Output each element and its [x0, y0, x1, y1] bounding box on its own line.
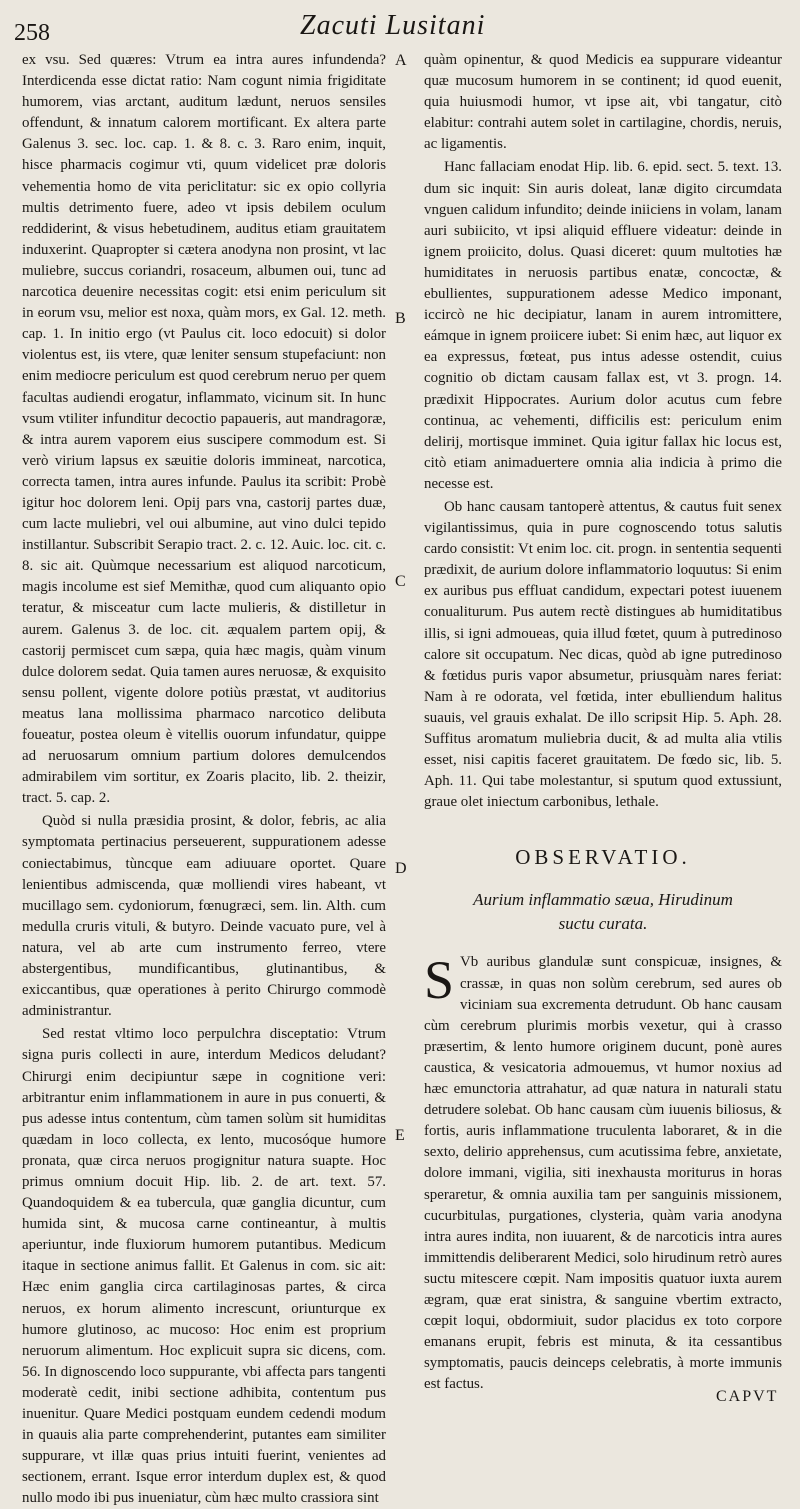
- margin-letter-c: C: [395, 573, 406, 590]
- page-number: 258: [14, 20, 50, 46]
- left-paragraph: Sed restat vltimo loco perpulchra disceptatio: Vtrum signa puris collecti in aure, interdum Medicos deludant? Chirurgi enim decipiuntur sæpe in cognitione veri: arbitrantur enim inflammationem in aure in pus conuerti, & pus adesse intus contentum, cùm tamen solùm sit humiditas quædam in loco collecta, ex lento, mucosóque humore pronata, quæ circa neruos progignitur natura suapte. Hoc primus omnium docuit Hip. lib. 2. de art. text. 57. Quandoquidem & ea tubercula, quæ ganglia dicuntur, cum humida sint, & mucosa carne contineantur, à multis aperiuntur, inde fluxiorum humorem putantibus. Medicum itaque in sectione animus fallit. Et Galenus in com. sic ait: Hæc enim ganglia circa cartilaginosas partes, & circa neruos, ex horum alimento increscunt, oriunturque ex humore glutinoso, ac mucoso: Hoc enim est proprium neruorum alimentum. Hoc explicuit supra sic dicens, com. 56. In dignoscendo loco suppurante, vbi affecta pars tangenti moderatè cedit, inibi sectione adhibita, contentum pus inuenitur. Quare Medici postquam eundem cedendi modum in quauis alia parte comprehenderint, putantes eam similiter suppurare, vt illæ quas prius intuiti fuerint, venientes ad sectionem, errant. Isque error interdum duplex est, & quod nullo modo ibi pus inueniatur, cùm hæc multo crassiora sint: [22, 1026, 386, 1507]
- drop-cap: S: [424, 950, 455, 1011]
- catchword: CAPVT: [716, 1388, 779, 1405]
- margin-letter-b: B: [395, 310, 406, 327]
- running-title: Zacuti Lusitani: [300, 10, 486, 41]
- right-paragraph: quàm opinentur, & quod Medicis ea suppurare videantur quæ mucosum humorem in se continent; id quod euenit, quia huiusmodi humor, vt ipse ait, vbi tangatur, citò elabitur: contrahi autem solet in cartilagine, chordis, neruis, ac ligamentis.: [424, 52, 782, 153]
- observatio-paragraph: [424, 952, 782, 1395]
- margin-letter-e: E: [395, 1127, 405, 1144]
- margin-letter-a: A: [395, 52, 407, 69]
- observatio-subtitle: Aurium inflammatio sæua, Hirudinum suctu curata.: [473, 890, 733, 934]
- observatio-text: Vb auribus glandulæ sunt conspicuæ, insignes, & crassæ, in quas non solùm cerebrum, sed aures ob viciniam sua excrementa detrudunt. Ob hanc causam cùm cerebrum plurimis morbis vexetur, qui à crasso præsertim, & lento humore originem ducunt, ponè aures caustica, & vesicatoria admouemus, vt humor noxius ad hæc emunctoria attrahatur, ad quæ natura in naturali statu detrudere solebat. Ob hanc causam cùm iuuenis biliosus, & fortis, auris inflammatione truculenta laboraret, & in die sexto, delirio apprehensus, cum acutissima febre, anxietate, dolore immani, vigilia, siti inexhausta moriturus in horas speraretur, & omnia auxilia tam per sanguinis missionem, cucurbitulas, purgationes, clysteria, quàm varia anodyna intra aures indita, non iuuarent, & de narcoticis intra aures immittendis deliberarent Medici, solo hirudinum retrò aures suctu mitescere cœpit. Nam impositis quatuor iuxta aurem ægram, quæ erat sinistra, & sanguine vbertim extracto, cœpit loqui, obdormiuit, sudor placidus ex toto corpore emanans erupit, febris est minuta, & ita cessantibus symptomatis, paucis deinceps celebratis, à morte immunis est factus.: [424, 954, 782, 1393]
- left-paragraph: Quòd si nulla præsidia prosint, & dolor, febris, ac alia symptomata pertinacius perseuerent, suppurationem adesse coniectabimus, tùncque eam adiuuare oportet. Quare lenientibus admiscenda, quæ molliendi vires habeant, vt mucillago sem. cydoniorum, fœnugræci, sem. lin. Alth. cum medulla cruris vituli, & butyro. Deinde vacuato pure, vel à natura, vel ab arte cum instrumento ferreo, vtere abstergentibus, mundificantibus, glutinantibus, & exiccantibus, quæ operationes à perito Chirurgo commodè administrantur.: [22, 813, 386, 1020]
- right-paragraph: Ob hanc causam tantoperè attentus, & cautus fuit senex vigilantissimus, quia in pure cognoscendo totus salutis cardo consistit: Vt enim loc. cit. progn. in sententia sequenti prædixit, de aurium dolore inflammatorio loquutus: Si enim ex auribus pus effluat candidum, expectari potest iuuenem conualiturum. Pus autem rectè distingues ab humiditatibus illis, si igni admoueas, quia illud fœtet, quum à putredinoso calore sit occupatum. Nec dicas, quòd ab igne putredinoso & fœtidus puris vapor absumetur, priusquàm nares feriat: Nam à re odorata, vel fœtida, inter ebulliendum halitus suauis, vel grauis exhalat. De illo scripsit Hip. 5. Aph. 28. Suffitus aromatum muliebria ducit, & ad multa alia vtilis esset, nisi capitis faceret grauitatem. De fœdo sic, lib. 5. Aph. 11. Qui tabe molestantur, si sputum quod extussiunt, graue olet iniectum carbonibus, lethale.: [424, 498, 782, 811]
- right-paragraph: Hanc fallaciam enodat Hip. lib. 6. epid. sect. 5. text. 13. dum sic inquit: Sin auris doleat, lanæ digito circumdata vnguen calidum infundito; deinde iniiciens in volam, lanam auri subiicito, vt ipsi aliquid effluere videatur: deinde in ignem proiicito, dolus. Quasi diceret: quum multoties hæ humiditates in neruosis partibus enatæ, concoctæ, & ebullientes, suppurationem adesse Medico imponant, iccircò ne hic decipiatur, lanam in aurem intromittere, eámque in ignem proiicere iubet: Si enim hæc, aut liquor ex ea expressus, fœteat, pus intus adesse ostendit, cuius cognitio ob dictam causam fallax est, vt 3. progn. 14. prædixit Hippocrates. Aurium dolor acutus cum febre continua, ac vehementi, difficilis est: periculum enim delirij, mortisque imminet. Quia igitur fallax hic locus est, citò etiam animaduertere omnia alia indicia à primo die necesse est.: [424, 159, 782, 492]
- margin-letter-d: D: [395, 860, 407, 877]
- left-column: [22, 50, 386, 1509]
- right-column: [424, 50, 782, 1395]
- running-head: [0, 6, 800, 46]
- left-paragraph: ex vsu. Sed quæres: Vtrum ea intra aures infundenda? Interdicenda esse dictat ratio: Nam cogunt nimia frigiditate humorem, vias arctant, auditum lædunt, neruos sensiles offendunt, & innatum calorem mortificant. Ex altera parte Galenus 3. sec. loc. cap. 1. & 8. c. 3. Raro enim, inquit, hisce pharmacis cogimur vti, quum videlicet præ doloris vehementia homo de vita periclitatur: sic ex opio collyria multis detrimento fuere, adeo vt ipsis debilem oculum reddiderint, & visus hebetudinem, auditus etiam grauitatem induxerint. Quapropter si cætera anodyna non prosint, vt lac muliebre, succus coriandri, rosaceum, albumen oui, tunc ad narcotica deuenire necessitas cogit: etsi enim periculum sit in eorum vsu, melior est noxa, quàm mors, ex Gal. 12. meth. cap. 1. In initio ergo (vt Paulus cit. loco edocuit) si dolor violentus est, iis vtere, quæ leniter sensum stupefaciunt: non enim mediocre periculum est quod cerebrum neruo per quem facultas audiendi erogatur, inflammato, vicinum sit. In hunc vsum vtiliter infunditur decoctio papaueris, aut mandragoræ, & intra aurem vaporem eius suscipere commodum est. Si verò virium lapsus ex sæuitie doloris immineat, narcotica, correcta tamen, intra aures infunde. Paulus ita scribit: Probè igitur hoc dolorem leni. Opij pars vna, castorij partes duæ, cum lacte muliebri, vel oui albumine, aut vino dulci tepido instillantur. Subscribit Serapio tract. 2. c. 12. Auic. loc. cit. c. 8. sic ait. Quùmque necessarium est aliquod narcoticum, magis incolume est sief Memithæ, quod cum aliquanto opio teratur, & misceatur cum lacte mulieris, & distilletur in aurem. Galenus 3. de loc. cit. æqualem partem opij, & castorij permiscet cum sæpa, quia hæc magis, quàm vinum dulce dolorem sedat. Quia tamen aures neruosæ, & exquisito sensu pollent, vigente dolore potiùs præstat, vt auditorius meatus lana mollissima pharmaco narcotico delibuta foueatur, postea oleum è vitellis ouorum infundatur, quippe ad neruosarum omnium partium dolores demulcendos admirabilem vim sortitur, ex Zoaris placito, lib. 2. theizir, tract. 5. cap. 2.: [22, 52, 386, 807]
- observatio-title: OBSERVATIO.: [515, 845, 691, 870]
